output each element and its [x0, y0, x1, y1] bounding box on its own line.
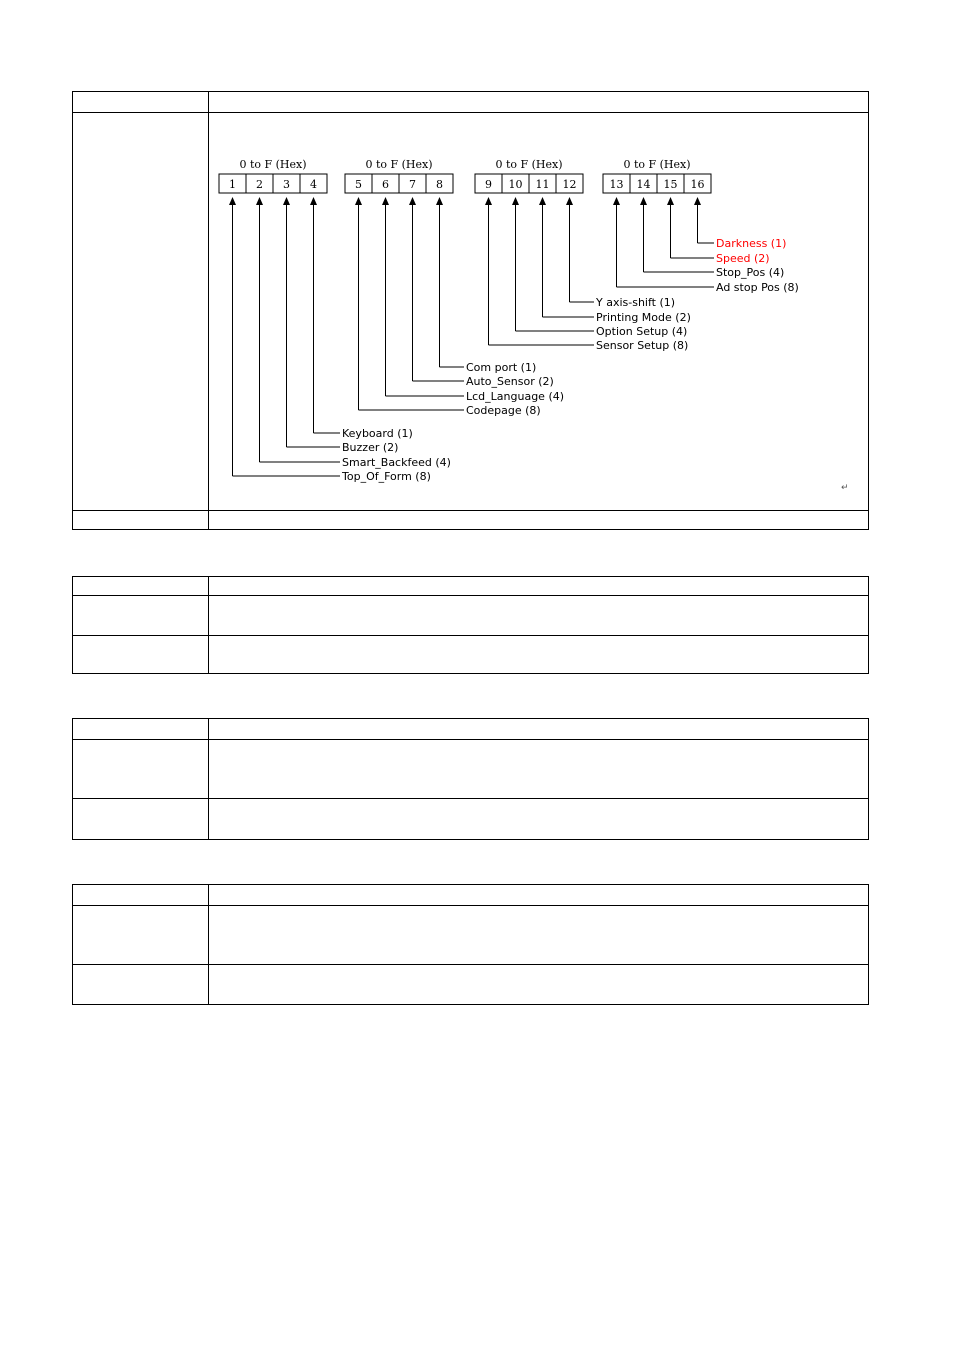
table-cell [73, 596, 209, 636]
setting-label: Keyboard (1) [342, 427, 413, 440]
setting-label: Smart_Backfeed (4) [342, 456, 451, 469]
table-cell [209, 92, 869, 113]
table-cell [209, 511, 869, 530]
hex-range-header: 0 to F (Hex) [365, 158, 433, 171]
bit-number: 1 [229, 178, 236, 191]
bit-number: 14 [636, 178, 651, 191]
setting-label: Sensor Setup (8) [596, 339, 689, 352]
bit-number: 4 [310, 178, 317, 191]
table-cell [209, 719, 869, 740]
table-cell [73, 906, 209, 965]
bit-number: 13 [609, 178, 624, 191]
setting-label: Com port (1) [466, 361, 537, 374]
table-cell [209, 885, 869, 906]
setting-label: Y axis-shift (1) [596, 296, 676, 309]
hex-range-header: 0 to F (Hex) [623, 158, 691, 171]
arrow-head [566, 197, 573, 205]
settings-table-2 [72, 576, 869, 674]
hex-range-header: 0 to F (Hex) [495, 158, 563, 171]
table-cell [73, 719, 209, 740]
bit-number: 7 [409, 178, 416, 191]
arrow-head [382, 197, 389, 205]
arrow-head [229, 197, 236, 205]
bit-number: 9 [485, 178, 492, 191]
arrow-head [436, 197, 443, 205]
table-cell [73, 740, 209, 799]
setting-label: Top_Of_Form (8) [342, 470, 431, 483]
setting-label: Lcd_Language (4) [466, 390, 565, 403]
setting-label: Stop_Pos (4) [716, 266, 785, 279]
diagram-cell [209, 113, 869, 511]
bit-number: 15 [663, 178, 678, 191]
bit-number: 16 [690, 178, 705, 191]
table-cell [73, 965, 209, 1005]
bit-number: 8 [436, 178, 443, 191]
arrow-head [256, 197, 263, 205]
arrow-head [310, 197, 317, 205]
bit-field-diagram [209, 113, 869, 511]
table-cell [73, 885, 209, 906]
table-cell [209, 636, 869, 674]
arrow-head [613, 197, 620, 205]
bit-number: 5 [355, 178, 362, 191]
bit-number: 11 [535, 178, 550, 191]
setting-label: Codepage (8) [466, 404, 541, 417]
arrow-head [485, 197, 492, 205]
setting-label: Ad stop Pos (8) [716, 281, 799, 294]
hex-range-header: 0 to F (Hex) [239, 158, 307, 171]
settings-table-3 [72, 718, 869, 840]
arrow-head [355, 197, 362, 205]
table-cell [73, 511, 209, 530]
table-cell [209, 906, 869, 965]
arrow-head [409, 197, 416, 205]
settings-table-1 [72, 91, 869, 530]
table-cell [209, 799, 869, 840]
setting-label: Speed (2) [716, 252, 770, 265]
table-cell [73, 799, 209, 840]
arrow-head [640, 197, 647, 205]
setting-label: Auto_Sensor (2) [466, 375, 554, 388]
table-cell [73, 636, 209, 674]
setting-label: Darkness (1) [716, 237, 787, 250]
arrow-head [283, 197, 290, 205]
setting-label: Option Setup (4) [596, 325, 688, 338]
bit-number: 6 [382, 178, 389, 191]
setting-label: Printing Mode (2) [596, 311, 691, 324]
bit-number: 12 [562, 178, 577, 191]
table-cell [209, 596, 869, 636]
bit-number: 10 [508, 178, 523, 191]
bit-number: 2 [256, 178, 263, 191]
table-cell [73, 113, 209, 511]
arrow-head [512, 197, 519, 205]
table-cell [209, 577, 869, 596]
setting-label: Buzzer (2) [342, 441, 399, 454]
table-cell [73, 92, 209, 113]
arrow-head [694, 197, 701, 205]
arrow-head [667, 197, 674, 205]
arrow-head [539, 197, 546, 205]
bit-number: 3 [283, 178, 290, 191]
return-mark: ↵ [841, 483, 849, 493]
settings-table-4 [72, 884, 869, 1005]
table-cell [209, 740, 869, 799]
table-cell [209, 965, 869, 1005]
table-cell [73, 577, 209, 596]
